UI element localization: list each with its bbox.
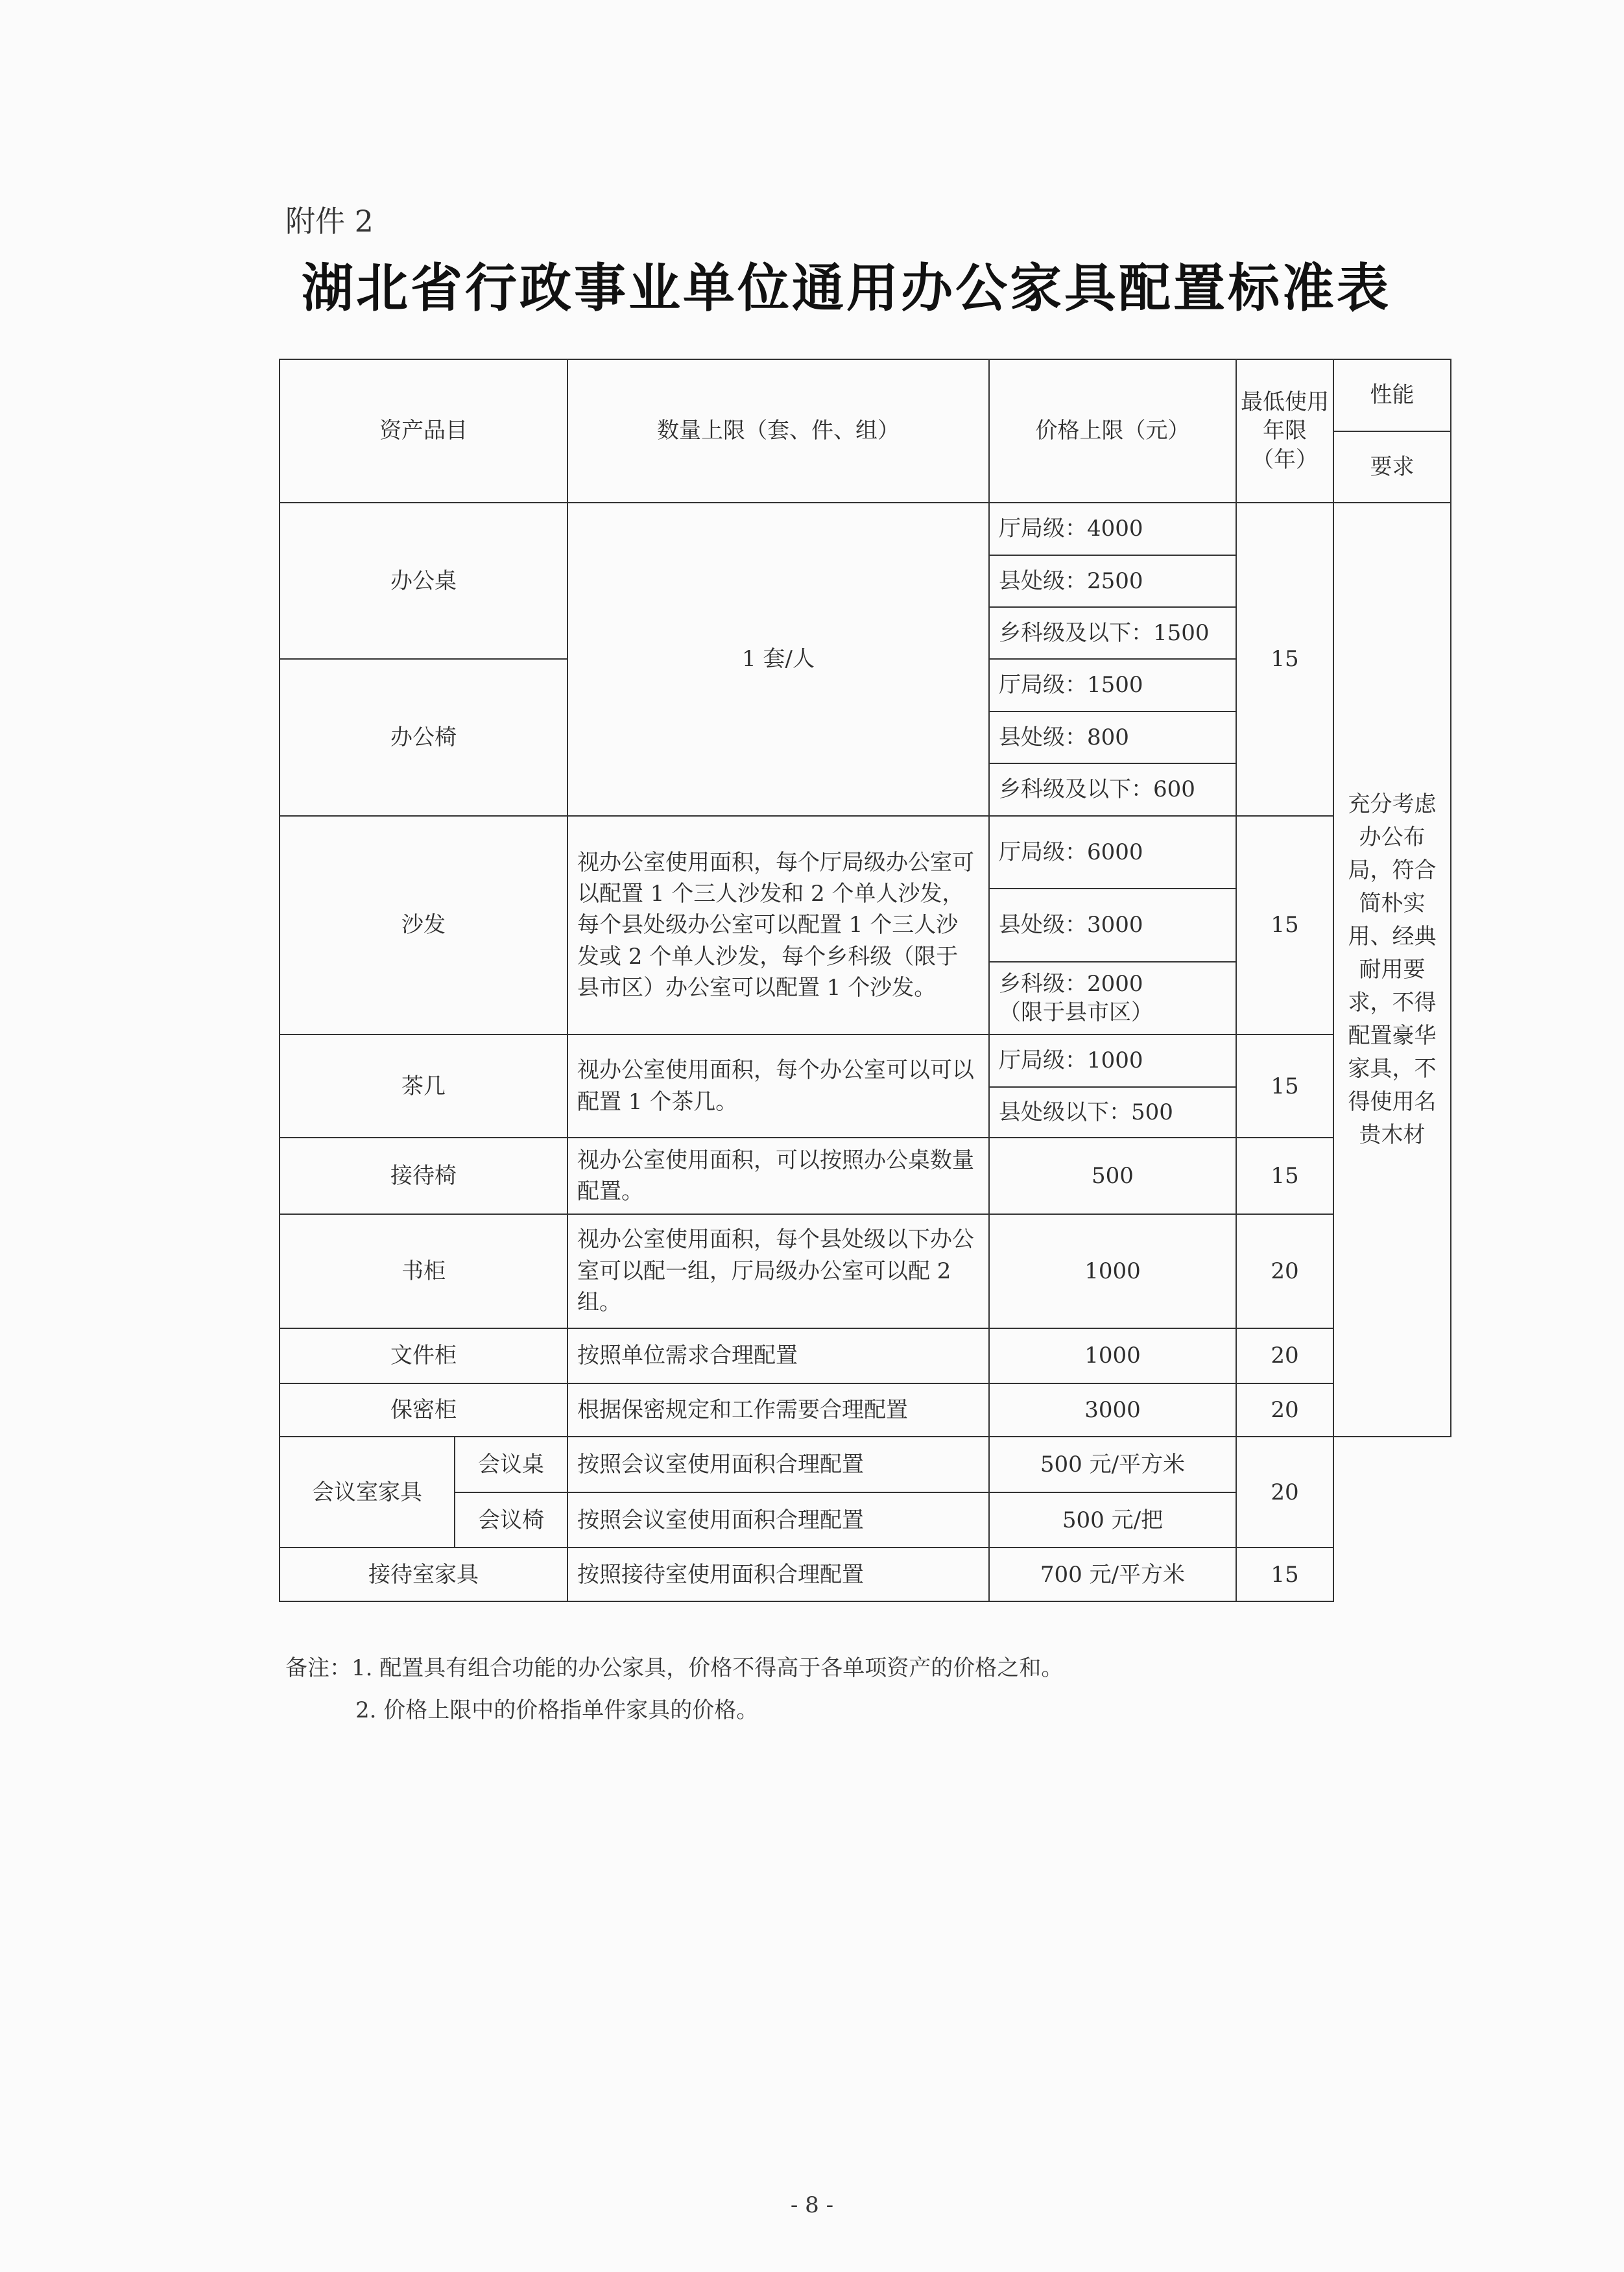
sofa-price-township-note: （限于县市区） [999, 999, 1153, 1025]
reception-chair-quantity: 视办公室使用面积，可以按照办公桌数量配置。 [567, 1138, 989, 1214]
bookcase-price: 1000 [989, 1214, 1236, 1328]
safe-cabinet-years: 20 [1236, 1383, 1333, 1437]
row-tea-table-name: 茶几 [280, 1034, 567, 1138]
meeting-table-price: 500 元/平方米 [989, 1437, 1236, 1492]
reception-room-price: 700 元/平方米 [989, 1548, 1236, 1601]
row-reception-room-name: 接待室家具 [280, 1548, 567, 1601]
sofa-quantity: 视办公室使用面积，每个厅局级办公室可以配置 1 个三人沙发和 2 个单人沙发，每个县处级办公室可以配置 1 个三人沙发或 2 个单人沙发，每个乡科级（限于县市区）办公室可以配置 1 个沙发。 [567, 816, 989, 1035]
sofa-price-township-value: 乡科级：2000 [999, 970, 1143, 997]
reception-chair-years: 15 [1236, 1138, 1333, 1214]
header-performance-bottom: 要求 [1333, 431, 1451, 503]
desk-price-township: 乡科级及以下：1500 [989, 607, 1236, 659]
file-cabinet-years: 20 [1236, 1328, 1333, 1383]
header-price: 价格上限（元） [989, 359, 1236, 503]
desk-chair-years: 15 [1236, 503, 1333, 815]
reception-chair-price: 500 [989, 1138, 1236, 1214]
meeting-years: 20 [1236, 1437, 1333, 1548]
tea-table-years: 15 [1236, 1034, 1333, 1138]
meeting-table-quantity: 按照会议室使用面积合理配置 [567, 1437, 989, 1492]
notes [285, 1647, 1063, 1731]
document-title: 湖北省行政事业单位通用办公家具配置标准表 [302, 258, 1391, 318]
file-cabinet-price: 1000 [989, 1328, 1236, 1383]
chair-price-bureau: 厅局级：1500 [989, 659, 1236, 711]
page-number: - 8 - [790, 2192, 834, 2218]
tea-table-quantity: 视办公室使用面积，每个办公室可以可以配置 1 个茶几。 [567, 1034, 989, 1138]
row-file-cabinet-name: 文件柜 [280, 1328, 567, 1383]
row-reception-chair-name: 接待椅 [280, 1138, 567, 1214]
meeting-chair-name: 会议椅 [455, 1492, 567, 1548]
bookcase-years: 20 [1236, 1214, 1333, 1328]
sofa-price-bureau: 厅局级：6000 [989, 816, 1236, 889]
desk-chair-quantity: 1 套/人 [567, 503, 989, 815]
header-asset: 资产品目 [280, 359, 567, 503]
attachment-label: 附件 2 [285, 204, 374, 239]
meeting-table-name: 会议桌 [455, 1437, 567, 1492]
desk-price-bureau: 厅局级：4000 [989, 503, 1236, 555]
row-meeting-group: 会议室家具 [280, 1437, 455, 1548]
header-quantity: 数量上限（套、件、组） [567, 359, 989, 503]
sofa-price-county: 县处级：3000 [989, 889, 1236, 962]
meeting-chair-price: 500 元/把 [989, 1492, 1236, 1548]
header-performance-top: 性能 [1333, 359, 1451, 431]
row-desk-name: 办公桌 [280, 503, 567, 659]
standard-table [279, 359, 1451, 1602]
sofa-years: 15 [1236, 816, 1333, 1035]
bookcase-quantity: 视办公室使用面积，每个县处级以下办公室可以配一组，厅局级办公室可以配 2 组。 [567, 1214, 989, 1328]
safe-cabinet-price: 3000 [989, 1383, 1236, 1437]
note-2: 2. 价格上限中的价格指单件家具的价格。 [355, 1697, 759, 1723]
row-chair-name: 办公椅 [280, 659, 567, 815]
row-bookcase-name: 书柜 [280, 1214, 567, 1328]
file-cabinet-quantity: 按照单位需求合理配置 [567, 1328, 989, 1383]
reception-room-quantity: 按照接待室使用面积合理配置 [567, 1548, 989, 1601]
tea-table-price-bureau: 厅局级：1000 [989, 1034, 1236, 1086]
row-safe-cabinet-name: 保密柜 [280, 1383, 567, 1437]
meeting-chair-quantity: 按照会议室使用面积合理配置 [567, 1492, 989, 1548]
performance-requirement: 充分考虑办公布局，符合简朴实用、经典耐用要求，不得配置豪华家具，不得使用名贵木材 [1333, 503, 1451, 1437]
chair-price-township: 乡科级及以下：600 [989, 763, 1236, 815]
tea-table-price-county: 县处级以下：500 [989, 1087, 1236, 1138]
reception-room-years: 15 [1236, 1548, 1333, 1601]
header-years: 最低使用年限（年） [1236, 359, 1333, 503]
desk-price-county: 县处级：2500 [989, 555, 1236, 607]
note-1: 备注：1. 配置具有组合功能的办公家具，价格不得高于各单项资产的价格之和。 [285, 1655, 1064, 1681]
row-sofa-name: 沙发 [280, 816, 567, 1035]
safe-cabinet-quantity: 根据保密规定和工作需要合理配置 [567, 1383, 989, 1437]
chair-price-county: 县处级：800 [989, 711, 1236, 763]
sofa-price-township [989, 962, 1236, 1035]
